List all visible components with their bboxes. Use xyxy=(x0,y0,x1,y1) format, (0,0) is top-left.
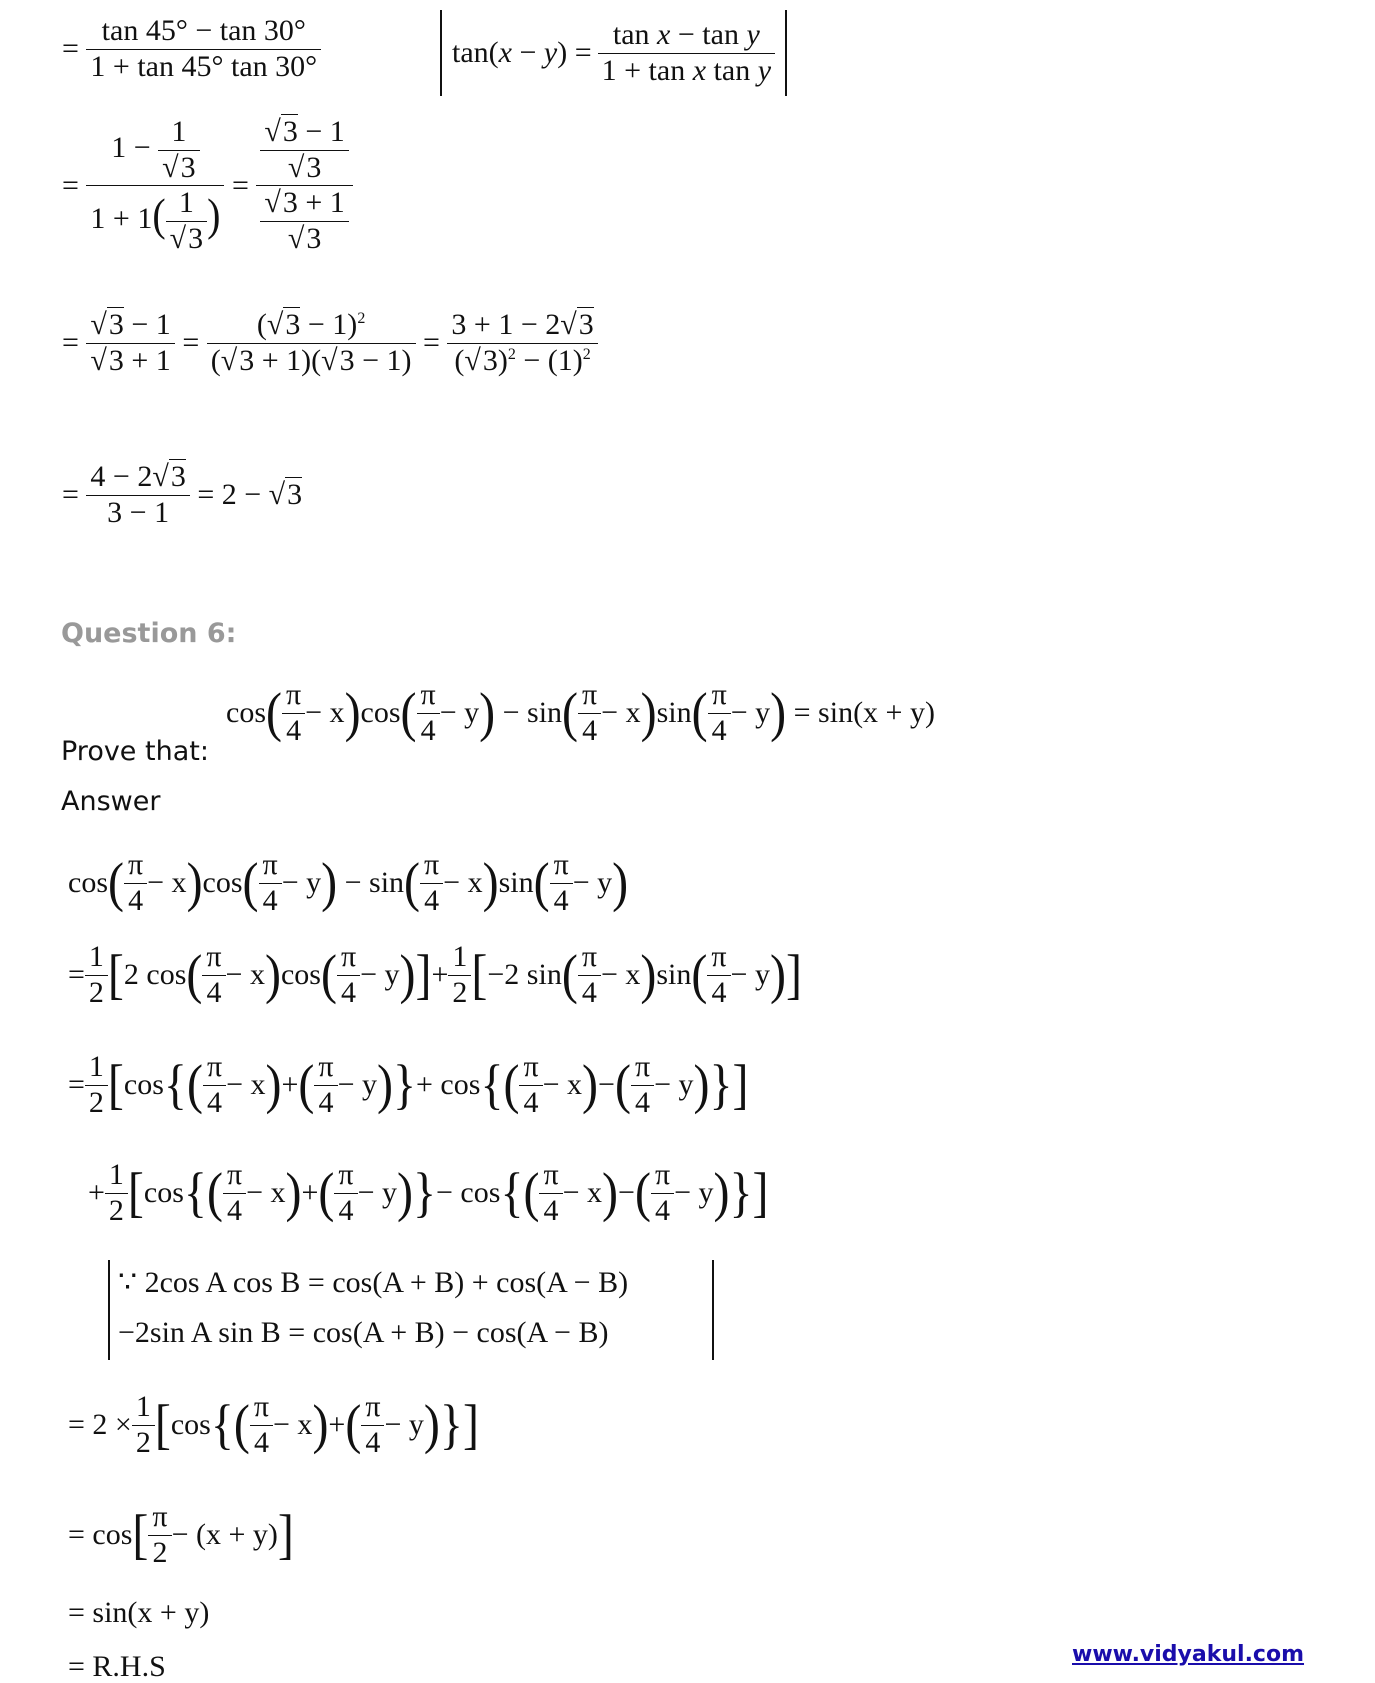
eq-line-3: = $\frac{√3 - 1}{√3 + 1}$ = $\frac{(√3 - 1)^2}{(√3 + 1)(√3 - 1)}$ = $\frac{3 + 1 - 2√3}{(√3)^2 - (1)^2}$ xyxy=(62,308,598,378)
eq-line-1: = $\frac{\tan 45^\circ - \tan 30^\circ}{1 + \tan 45^\circ \tan 30^\circ}$ xyxy=(62,14,321,84)
prove-that-label: Prove that: xyxy=(61,736,209,767)
step-4: + $\frac{1}{2}$ [ cos { ( $\frac{\pi}{4}$ − x ) + ( $\frac{\pi}{4}$ − y ) } − cos { ( $\frac{\pi}{4}$ − x ) − ( $\frac{\pi}{4}$ − y ) } ] xyxy=(88,1158,769,1227)
question-statement: cos ( $\frac{\pi}{4}$ − x ) cos ( $\frac{\pi}{4}$ − y ) − sin ( $\frac{\pi}{4}$ − x ) sin ( $\frac{\pi}{4}$ − y ) = sin(x + y) xyxy=(226,678,935,747)
eq-line-4: = $\frac{4 - 2√3}{3 - 1}$ = 2 − √3 xyxy=(62,460,303,529)
step-6: = cos [ $\frac{\pi}{2}$ − (x + y) ] xyxy=(68,1500,294,1569)
identity-cos-product: ∵ 2cos A cos B = cos(A + B) + cos(A − B) xyxy=(118,1266,629,1299)
eq-line-2: = 1 − $\frac{1}{√3}$ 1 + 1( $\frac{1}{√3}$ ) = $\frac{\frac{√3 - 1}{√3}}{\frac{√3 + 1}{√3}}$ xyxy=(62,115,353,256)
identity-reference-box xyxy=(108,1260,714,1360)
step-1: cos ( $\frac{\pi}{4}$ − x ) cos ( $\frac{\pi}{4}$ − y ) − sin ( $\frac{\pi}{4}$ − x ) sin ( $\frac{\pi}{4}$ − y ) xyxy=(68,848,629,917)
step-2: = $\frac{1}{2}$ [ 2 cos ( $\frac{\pi}{4}$ − x ) cos ( $\frac{\pi}{4}$ − y ) ] + $\frac{1}{2}$ [ −2 sin ( $\frac{\pi}{4}$ − x ) sin ( $\frac{\pi}{4}$ − y ) ] xyxy=(68,940,802,1009)
step-3: = $\frac{1}{2}$ [ cos { ( $\frac{\pi}{4}$ − x ) + ( $\frac{\pi}{4}$ − y ) } + cos { ( $\frac{\pi}{4}$ − x ) − ( $\frac{\pi}{4}$ − y ) } ] xyxy=(68,1050,749,1119)
question-heading: Question 6: xyxy=(61,618,237,649)
answer-label: Answer xyxy=(61,786,161,817)
step-5: = 2 × $\frac{1}{2}$ [ cos { ( $\frac{\pi}{4}$ − x ) + ( $\frac{\pi}{4}$ − y ) } ] xyxy=(68,1390,479,1459)
tan-difference-fraction: $\frac{\tan 45^\circ - \tan 30^\circ}{1 + \tan 45^\circ \tan 30^\circ}$ xyxy=(86,14,321,84)
vidyakul-website-link[interactable]: www.vidyakul.com xyxy=(1072,1642,1305,1667)
step-8: = R.H.S xyxy=(68,1650,166,1683)
identity-sin-product: −2sin A sin B = cos(A + B) − cos(A − B) xyxy=(118,1316,609,1349)
step-7: = sin(x + y) xyxy=(68,1596,210,1629)
tan-formula-reference: tan(x − y) = $\frac{\text{tan x − tan y}}{\text{1 + tan x tan y}}$ xyxy=(440,10,787,96)
